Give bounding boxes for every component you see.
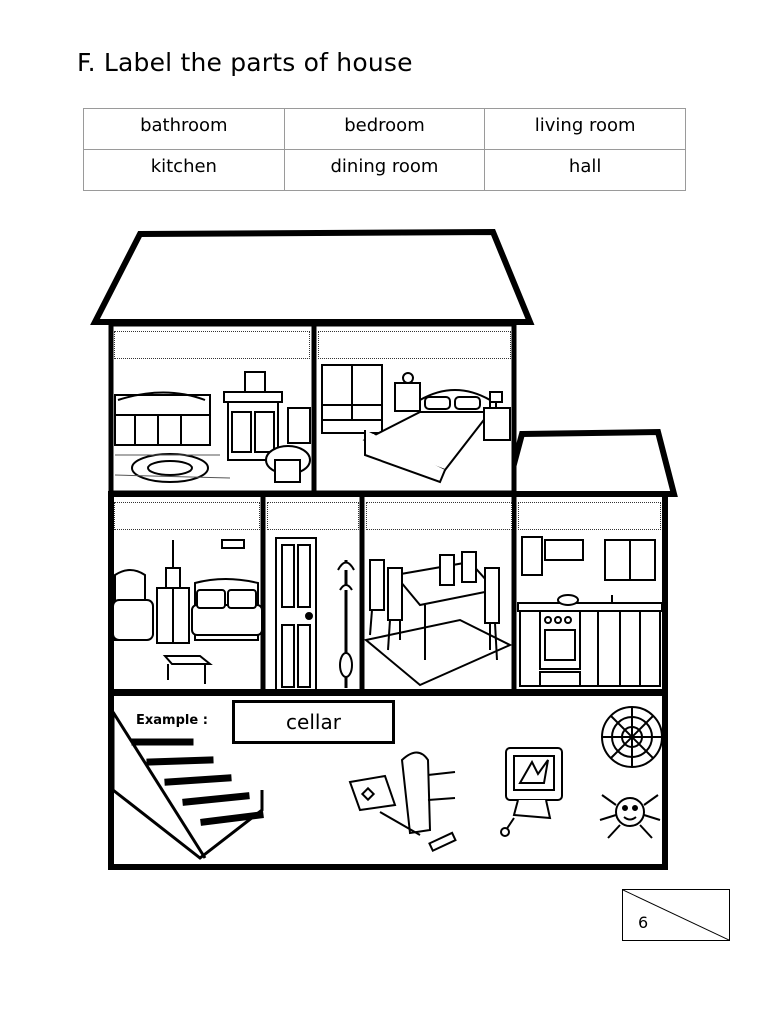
example-label: Example : — [136, 713, 208, 728]
label-box-dining-room[interactable] — [366, 502, 512, 530]
main-roof — [95, 232, 530, 322]
label-box-bedroom[interactable] — [318, 331, 511, 359]
worksheet-title: F. Label the parts of house — [77, 48, 413, 77]
side-roof — [506, 432, 674, 494]
word-bedroom: bedroom — [284, 109, 485, 150]
page-number: 6 — [638, 913, 649, 932]
word-dining-room: dining room — [284, 150, 485, 191]
example-answer-box: cellar — [232, 700, 395, 744]
word-living-room: living room — [485, 109, 686, 150]
label-box-living-room[interactable] — [114, 502, 260, 530]
word-hall: hall — [485, 150, 686, 191]
label-box-hall[interactable] — [267, 502, 359, 530]
label-box-bathroom[interactable] — [114, 331, 310, 359]
label-box-kitchen[interactable] — [518, 502, 661, 530]
word-bathroom: bathroom — [84, 109, 285, 150]
word-kitchen: kitchen — [84, 150, 285, 191]
